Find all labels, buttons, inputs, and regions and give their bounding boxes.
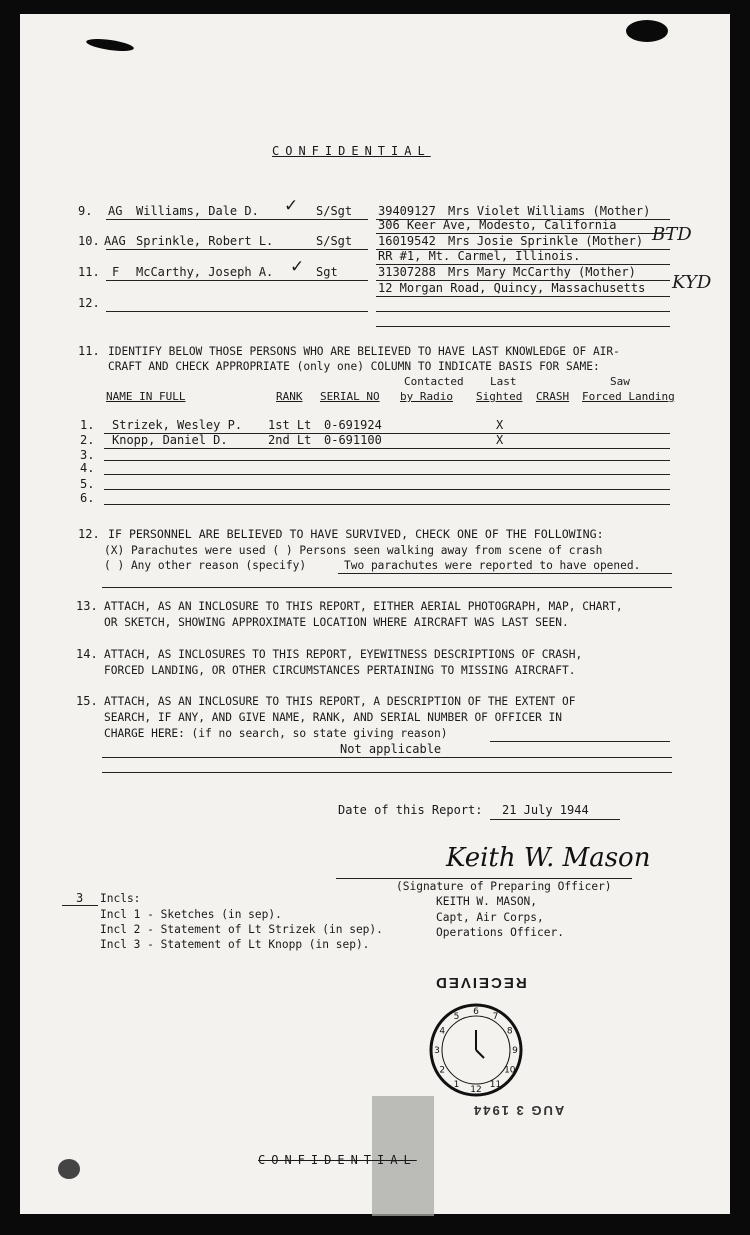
witness-rank: 1st Lt [268,418,312,432]
officer-name: KEITH W. MASON, [436,895,538,908]
section-text: CRAFT AND CHECK APPROPRIATE (only one) COLUMN TO INDICATE BASIS FOR SAME: [108,360,600,373]
crew-address: 12 Morgan Road, Quincy, Massachusetts [378,281,646,295]
crew-rank: S/Sgt [316,204,353,218]
inclosure-item: Incl 3 - Statement of Lt Knopp (in sep). [100,938,370,951]
inclosure-item: Incl 1 - Sketches (in sep). [100,908,282,921]
date-label: Date of this Report: [338,803,483,817]
crew-contact: Mrs Josie Sprinkle (Mother) [448,234,644,248]
sighted-mark: X [496,418,504,432]
section-number: 13. [76,599,98,613]
ink-speck [626,20,668,42]
witness-name: Knopp, Daniel D. [112,433,228,447]
witness-serial: 0-691924 [324,418,382,432]
section-text: IDENTIFY BELOW THOSE PERSONS WHO ARE BELIEVED TO HAVE LAST KNOWLEDGE OF AIR- [108,345,620,358]
section-text: ATTACH, AS INCLOSURES TO THIS REPORT, EYEWITNESS DESCRIPTIONS OF CRASH, [104,648,583,661]
section-number: 11. [78,344,100,358]
report-date: 21 July 1944 [502,803,589,817]
clock-numeral: 5 [453,1012,460,1023]
crew-address: RR #1, Mt. Carmel, Illinois. [378,249,581,263]
officer-rank: Capt, Air Corps, [436,911,544,924]
column-header: Forced Landing [582,390,675,403]
column-header: Saw [610,375,630,388]
search-answer: Not applicable [340,742,442,756]
document-page [20,14,730,1214]
section-number: 12. [78,527,100,541]
crew-contact: Mrs Violet Williams (Mother) [448,204,651,218]
witness-rank: 2nd Lt [268,433,312,447]
crew-name: McCarthy, Joseph A. [136,265,274,279]
column-header: Last [490,375,517,388]
witness-serial: 0-691100 [324,433,382,447]
section-number: 15. [76,694,98,708]
inclosure-item: Incl 2 - Statement of Lt Strizek (in sep). [100,923,383,936]
column-header: Contacted [404,375,464,388]
check-mark-icon: ✓ [284,196,299,216]
signature: Keith W. Mason [446,843,651,873]
crew-serial: 16019542 [378,234,436,248]
crew-address: 306 Keer Ave, Modesto, California [378,218,617,232]
clock-numeral: 3 [434,1046,440,1056]
inclosure-label: Incls: [100,892,141,905]
column-header: RANK [276,390,303,403]
section-text: OR SKETCH, SHOWING APPROXIMATE LOCATION WHERE AIRCRAFT WAS LAST SEEN. [104,616,569,629]
inclosure-count: 3 [76,891,84,905]
crew-name: Williams, Dale D. [136,204,259,218]
crew-number: 11. [78,265,100,279]
section-text: SEARCH, IF ANY, AND GIVE NAME, RANK, AND SERIAL NUMBER OF OFFICER IN [104,711,563,724]
crew-contact: Mrs Mary McCarthy (Mother) [448,265,636,279]
check-mark-icon: ✓ [290,257,305,277]
column-header: NAME IN FULL [106,390,186,403]
column-header: CRASH [536,390,570,403]
crew-rank: S/Sgt [316,234,353,248]
row-number: 3. [80,448,95,462]
classification-footer: CONFIDENTIAL [258,1153,417,1167]
clock-stamp-icon [426,1000,526,1100]
section-text: FORCED LANDING, OR OTHER CIRCUMSTANCES PERTAINING TO MISSING AIRCRAFT. [104,664,576,677]
section-text: ATTACH, AS AN INCLOSURE TO THIS REPORT, EITHER AERIAL PHOTOGRAPH, MAP, CHART, [104,600,623,613]
crew-number: 12. [78,296,100,310]
signature-caption: (Signature of Preparing Officer) [396,880,612,893]
section-text: CHARGE HERE: (if no search, so state giving reason) [104,727,448,740]
crew-rank: Sgt [316,265,338,279]
section-text: IF PERSONNEL ARE BELIEVED TO HAVE SURVIVED, CHECK ONE OF THE FOLLOWING: [108,527,604,541]
row-number: 2. [80,433,95,447]
ink-speck [86,37,135,54]
row-number: 4. [80,461,95,475]
received-stamp: RECEIVED [434,974,527,991]
specify-answer: Two parachutes were reported to have opened. [344,559,641,572]
handwritten-note: BTD [652,224,692,245]
row-number: 5. [80,477,95,491]
ink-speck [58,1159,80,1179]
handwritten-note: KYD [672,272,712,293]
clock-numeral: 2 [439,1065,446,1076]
column-header: Sighted [476,390,523,403]
clock-numeral: 4 [439,1026,446,1037]
officer-title: Operations Officer. [436,926,564,939]
crew-number: 9. [78,204,93,218]
clock-numeral: 12 [470,1085,482,1095]
crew-position: AAG [104,234,126,248]
clock-numeral: 1 [453,1079,460,1090]
section-number: 14. [76,647,98,661]
crew-serial: 39409127 [378,204,436,218]
column-header: SERIAL NO [320,390,380,403]
clock-numeral: 8 [506,1026,513,1037]
clock-numeral: 10 [504,1065,516,1076]
crew-position: F [112,265,120,279]
row-number: 6. [80,491,95,505]
classification-header: CONFIDENTIAL [272,144,431,158]
section-text: ( ) Any other reason (specify) [104,559,307,572]
sighted-mark: X [496,433,504,447]
section-text: (X) Parachutes were used ( ) Persons seen walking away from scene of crash [104,544,603,557]
clock-numeral: 6 [473,1007,479,1017]
section-text: ATTACH, AS AN INCLOSURE TO THIS REPORT, A DESCRIPTION OF THE EXTENT OF [104,695,576,708]
clock-numeral: 11 [489,1079,502,1090]
stamp-date: AUG 3 1944 [472,1103,565,1118]
witness-name: Strizek, Wesley P. [112,418,243,432]
row-number: 1. [80,418,95,432]
crew-position: AG [108,204,123,218]
crew-number: 10. [78,234,100,248]
crew-serial: 31307288 [378,265,436,279]
clock-numeral: 7 [492,1012,499,1023]
crew-name: Sprinkle, Robert L. [136,234,274,248]
clock-numeral: 9 [512,1046,518,1056]
column-header: by Radio [400,390,453,403]
